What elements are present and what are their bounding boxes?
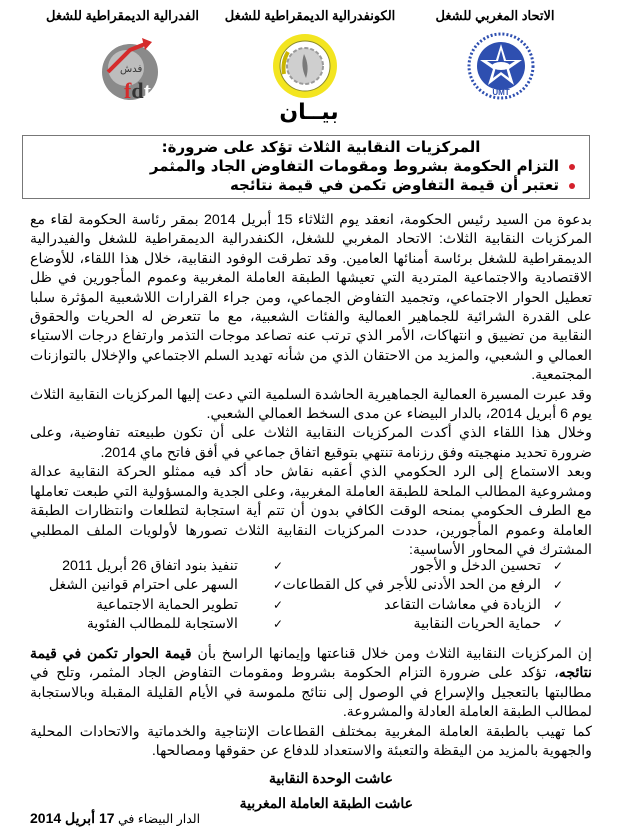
paragraph: وبعد الاستماع إلى الرد الحكومي الذي أعقبه نقاش حاد أكد فيه ممثلو الحركة النقابية عدالة ومشروعية المطالب الملحة للطبقة العاملة المغربية، وعلى الجدية والمسؤولية التي طبعت تعاملها مع الطرف الحكومي بمنحه الوقت الكافي بدون أن تتم أية استجابة لتطلعات وانتظارات الطبقة العاملة وعموم المأجورين، حددت المركزيات النقابية الثلاث تصورها لأولويات الملف المطلبي المشترك في المحاور الأساسية:: [30, 464, 592, 558]
paragraph: كما تهيب بالطبقة العاملة المغربية بمختلف القطاعات الإنتاجية والخدماتية والاتحادات المحلية والجهوية بالمزيد من اليقظة والتعبئة والاستعداد للدفاع عن حقوقها ومصالحها.: [30, 723, 592, 760]
demand-item: ✓الاستجابة للمطالب الفئوية: [13, 615, 283, 634]
demand-item: ✓تحسين الدخل و الأجور: [293, 557, 563, 576]
bullet-dot-icon: [569, 183, 575, 189]
emphasis-text: قيمة الحوار تكمن في قيمة نتائجه: [30, 646, 592, 682]
umt-logo: [465, 32, 537, 100]
svg-text:UMT: UMT: [492, 88, 510, 97]
check-icon: ✓: [272, 559, 283, 573]
paragraph: وقد عبرت المسيرة العمالية الجماهيرية الحاشدة السلمية التي دعت إليها المركزيات النقابية الثلاث يوم 6 أبريل 2014، بالدار البيضاء عن مدى السخط العمالي الشعبي.: [30, 386, 592, 423]
demand-item: ✓حماية الحريات النقابية: [293, 615, 563, 634]
demand-item: ✓تنفيذ بنود اتفاق 26 أبريل 2011: [13, 557, 283, 576]
check-icon: ✓: [272, 617, 283, 632]
check-icon: ✓: [552, 617, 563, 632]
slogan-union-unity: عاشت الوحدة النقابية: [269, 770, 393, 786]
document-title: بيــان: [279, 100, 339, 125]
demand-item: ✓الرفع من الحد الأدنى للأجر في كل القطاعات: [293, 576, 563, 595]
demands-right-column: [282, 557, 563, 635]
conclusion-text: [30, 645, 592, 761]
check-icon: ✓: [552, 559, 563, 573]
body-text: [30, 211, 592, 560]
check-icon: ✓: [552, 578, 563, 593]
org-name-umt: الاتحاد المغربي للشغل: [435, 8, 555, 23]
svg-text:fdt: fdt: [124, 78, 151, 102]
svg-text:فدش: فدش: [120, 64, 143, 75]
check-icon: ✓: [272, 597, 283, 612]
summary-title: المركزيات النقابية الثلاث تؤكد على ضرورة:: [161, 138, 481, 156]
org-name-cdt: الكونفدرالية الديمقراطية للشغل: [224, 8, 396, 23]
bullet-dot-icon: [569, 164, 575, 170]
document-date: الدار البيضاء في 17 أبريل 2014: [30, 810, 201, 826]
fdt-logo: [90, 32, 172, 102]
demand-item: ✓تطوير الحماية الاجتماعية: [13, 596, 283, 615]
demand-item: ✓السهر على احترام قوانين الشغل: [13, 576, 283, 595]
demands-left-column: [13, 557, 283, 635]
org-name-fdt: الفدرالية الديمقراطية للشغل: [45, 8, 200, 23]
paragraph: إن المركزيات النقابية الثلاث ومن خلال قناعتها وإيمانها الراسخ بأن قيمة الحوار تكمن في قيمة نتائجه، تؤكد على ضرورة التزام الحكومة بشروط ومقومات التفاوض الجاد المثمر، وتلح في مطالبتها بالتعجيل والإسراع في الوصول إلى نتائج ملموسة في الأيام القليلة المقبلة وبالاستجابة لمطالب الطبقة العاملة العادلة والمشروعة.: [30, 646, 592, 721]
check-icon: ✓: [272, 578, 283, 593]
check-icon: ✓: [552, 597, 563, 612]
summary-bullet: التزام الحكومة بشروط ومقومات التفاوض الجاد والمثمر: [23, 157, 589, 176]
summary-box: [22, 135, 590, 199]
slogan-working-class: عاشت الطبقة العاملة المغربية: [239, 795, 413, 811]
paragraph: بدعوة من السيد رئيس الحكومة، انعقد يوم الثلاثاء 15 أبريل 2014 بمقر رئاسة الحكومة لقاء مع المركزيات النقابية الثلاث: الاتحاد المغربي للشغل، الكنفدرالية الديمقراطية للشغل والفيدرالية الديمقراطية للشغل برئاسة أمنائها العامين. وقد تطرقت الوفود النقابية، خلال هذا اللقاء، للأوضاع الاقتصادية والاجتماعية المتردية التي تعيشها الطبقة العاملة المغربية وعموم المأجورين في ظل تعطيل الحوار الاجتماعي، وتجميد التفاوض الجماعي، ومن جراء القرارات اللاشعبية المؤثرة سلبا على القدرة الشرائية للجماهير العمالية والفئات الشعبية، مع ما تتعرض له الحريات والحقوق النقابية من تضييق و انتهاكات، الأمر الذي ترتب عنه تصاعد موجات التذمر وارتفاع درجات الاستياء العمالي و الشعبي، والمزيد من الاحتقان الذي من شأنه تهديد السلم الاجتماعي والإخلال بالتوازنات المجتمعية.: [30, 212, 593, 384]
paragraph: وخلال هذا اللقاء الذي أكدت المركزيات النقابية الثلاث على أن تكون طبيعته تفاوضية، وعلى ضرورة تحديد منهجيته وفق رزنامة تنتهي بتوقيع اتفاق جماعي في أفق فاتح ماي 2014.: [30, 425, 592, 461]
summary-bullet: تعتبر أن قيمة التفاوض تكمن في قيمة نتائجه: [23, 176, 589, 195]
cdt-logo: [270, 32, 340, 100]
demand-item: ✓الزيادة في معاشات التقاعد: [293, 596, 563, 615]
